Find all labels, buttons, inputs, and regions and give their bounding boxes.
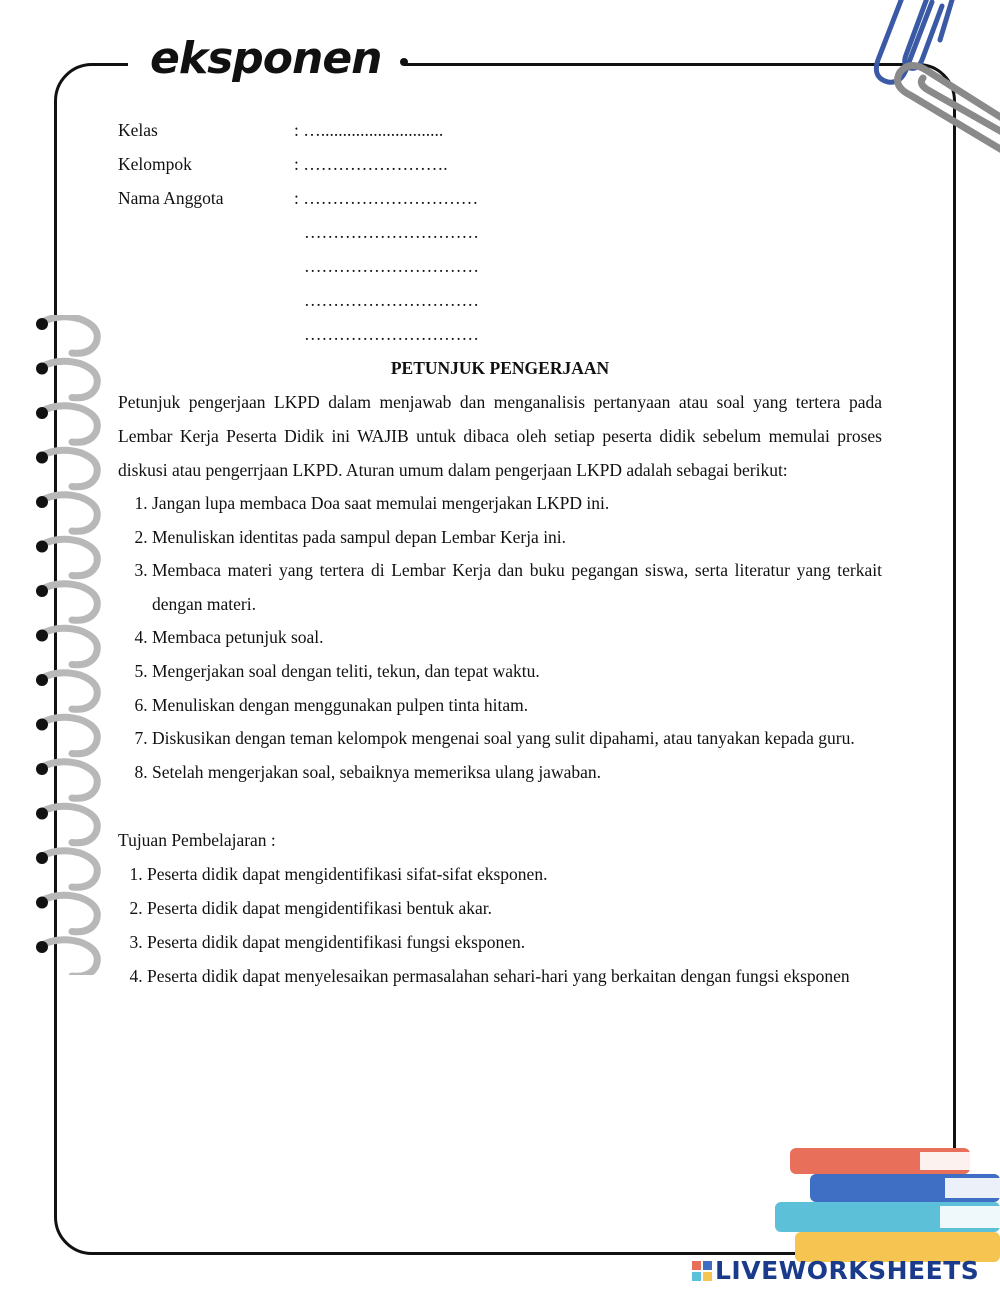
goals-heading: Tujuan Pembelajaran : <box>118 830 276 851</box>
identity-section <box>118 113 882 351</box>
identity-label: Kelompok <box>118 153 192 174</box>
list-item: 3. Peserta didik dapat mengidentifikasi fungsi eksponen. <box>147 925 882 959</box>
instructions-heading: PETUNJUK PENGERJAAN <box>390 358 610 378</box>
spiral-ring-icon <box>36 806 97 843</box>
spiral-ring-icon <box>36 851 97 888</box>
page-title: eksponen <box>150 32 382 84</box>
goals-list <box>118 857 882 993</box>
spiral-ring-icon <box>36 717 97 754</box>
spiral-ring-icon <box>36 673 97 710</box>
spiral-ring-icon <box>36 940 97 975</box>
spiral-ring-icon <box>36 361 97 398</box>
identity-row-nama <box>118 181 882 215</box>
spiral-binding-icon <box>30 315 110 975</box>
list-item: 1. Peserta didik dapat mengidentifikasi sifat-sifat eksponen. <box>147 857 882 891</box>
title-banner <box>128 28 404 88</box>
identity-input-kelompok[interactable]: : ……………………. <box>294 153 448 174</box>
identity-input-kelas[interactable]: : …............................ <box>294 119 444 140</box>
identity-input-nama-1[interactable]: : ………………………… <box>294 187 479 208</box>
list-item: 3. Membaca materi yang tertera di Lembar Kerja dan buku pegangan siswa, serta literatur yang terkait dengan materi. <box>152 554 882 621</box>
rules-list <box>118 487 882 789</box>
paper-clip-icon <box>870 0 1000 180</box>
list-item: 5. Mengerjakan soal dengan teliti, tekun, dan tepat waktu. <box>152 655 882 689</box>
list-item: 2. Peserta didik dapat mengidentifikasi bentuk akar. <box>147 891 882 925</box>
list-item: 8. Setelah mengerjakan soal, sebaiknya memeriksa ulang jawaban. <box>152 756 882 790</box>
identity-label: Nama Anggota <box>118 187 224 208</box>
spiral-ring-icon <box>36 495 97 532</box>
identity-input-nama-2[interactable]: ………………………… <box>304 221 479 242</box>
instructions-intro: Petunjuk pengerjaan LKPD dalam menjawab dan menganalisis pertanyaan atau soal yang tertera pada Lembar Kerja Peserta Didik ini WAJIB untuk dibaca oleh setiap peserta didik sebelum memulai proses diskusi atau pengerrjaan LKPD. Aturan umum dalam pengerjaan LKPD adalah sebagai berikut: <box>118 392 882 480</box>
identity-input-nama-3[interactable]: ………………………… <box>304 255 479 276</box>
spiral-ring-icon <box>36 584 97 621</box>
spiral-ring-icon <box>36 628 97 665</box>
books-icon <box>770 1140 1000 1265</box>
identity-label: Kelas <box>118 119 158 140</box>
list-item: 4. Membaca petunjuk soal. <box>152 621 882 655</box>
list-item: 6. Menuliskan dengan menggunakan pulpen tinta hitam. <box>152 689 882 723</box>
worksheet-content <box>118 113 882 993</box>
list-item: 4. Peserta didik dapat menyelesaikan permasalahan sehari-hari yang berkaitan dengan fungsi eksponen <box>147 959 882 993</box>
liveworksheets-logo-icon <box>692 1261 712 1281</box>
spiral-ring-icon <box>36 539 97 576</box>
list-item: 2. Menuliskan identitas pada sampul depan Lembar Kerja ini. <box>152 521 882 555</box>
title-dot-right <box>400 58 408 66</box>
spiral-ring-icon <box>36 406 97 443</box>
spiral-ring-icon <box>36 895 97 932</box>
spiral-ring-icon <box>36 762 97 799</box>
identity-input-nama-5[interactable]: ………………………… <box>304 323 479 344</box>
list-item: 1. Jangan lupa membaca Doa saat memulai mengerjakan LKPD ini. <box>152 487 882 521</box>
liveworksheets-watermark <box>692 1256 979 1285</box>
list-item: 7. Diskusikan dengan teman kelompok mengenai soal yang sulit dipahami, atau tanyakan kepada guru. <box>152 722 882 756</box>
spiral-ring-icon <box>36 317 97 354</box>
identity-row-kelas <box>118 113 882 147</box>
watermark-text: LIVEWORKSHEETS <box>715 1256 980 1285</box>
spiral-ring-icon <box>36 450 97 487</box>
identity-input-nama-4[interactable]: ………………………… <box>304 289 479 310</box>
identity-row-kelompok <box>118 147 882 181</box>
